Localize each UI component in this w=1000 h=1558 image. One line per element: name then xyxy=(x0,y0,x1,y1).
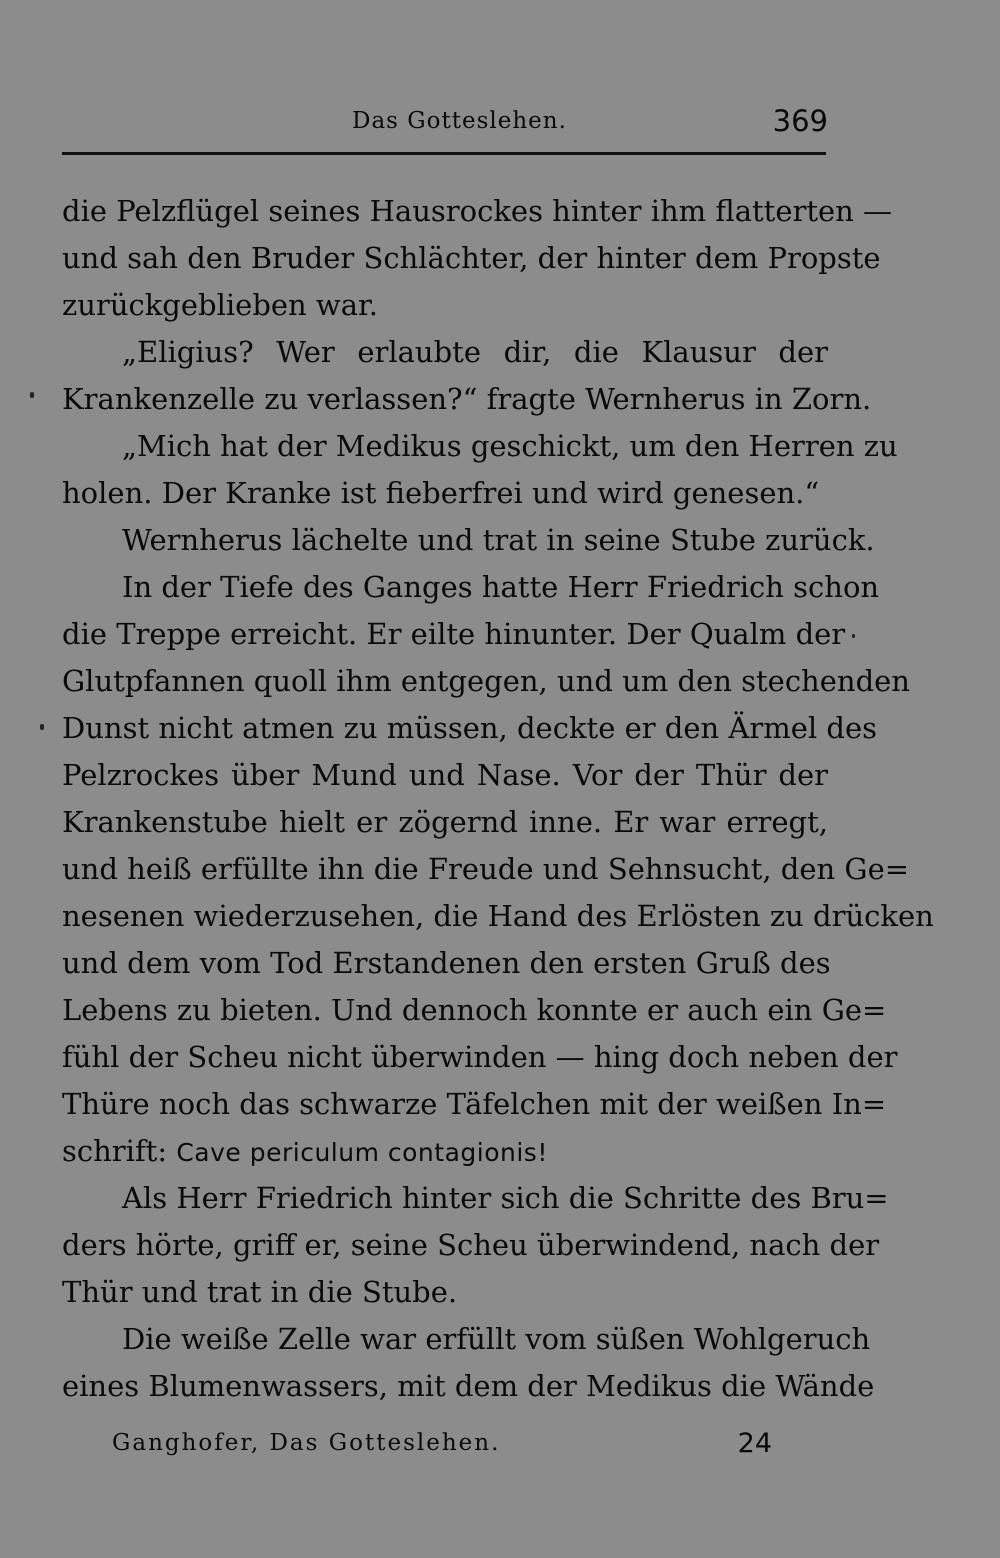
body-text xyxy=(62,188,934,1410)
text-line xyxy=(62,282,828,329)
margin-speck xyxy=(852,634,855,638)
text-line xyxy=(62,1269,828,1316)
text-line-content: Die weiße Zelle war erfüllt vom süßen Wohlgeruch xyxy=(122,1322,871,1356)
text-line-content: schrift: xyxy=(62,1134,177,1168)
text-line xyxy=(62,423,898,470)
text-line xyxy=(62,1316,871,1363)
text-line-content: und sah den Bruder Schlächter, der hinter dem Propste xyxy=(62,241,881,275)
text-line-content: „Mich hat der Medikus geschickt, um den Herren zu xyxy=(122,429,898,463)
text-line-content: Glutpfannen quoll ihm entgegen, und um den stechenden xyxy=(62,664,910,698)
margin-speck xyxy=(40,724,44,730)
text-line-content: die Treppe erreicht. Er eilte hinunter. Der Qualm der xyxy=(62,617,846,651)
signature-number: 24 xyxy=(737,1428,772,1459)
text-line xyxy=(62,658,910,705)
text-line xyxy=(62,987,887,1034)
text-line-content: Als Herr Friedrich hinter sich die Schritte des Bru= xyxy=(122,1181,889,1215)
text-line-content: die Pelzflügel seines Hausrockes hinter ihm flatterten — xyxy=(62,194,893,228)
text-line xyxy=(62,705,878,752)
text-line-content: holen. Der Kranke ist fieberfrei und wird genesen.“ xyxy=(62,476,820,510)
text-line-content: Lebens zu bieten. Und dennoch konnte er auch ein Ge= xyxy=(62,993,887,1027)
text-line xyxy=(62,1128,828,1175)
text-line xyxy=(62,517,875,564)
running-title: Das Gotteslehen. xyxy=(352,108,567,134)
printer-signature: Ganghofer, Das Gotteslehen. xyxy=(112,1430,501,1456)
text-line-content: Krankenzelle zu verlassen?“ fragte Wernherus in Zorn. xyxy=(62,382,872,416)
margin-speck xyxy=(30,392,34,398)
text-line xyxy=(62,1363,875,1410)
text-line-content: eines Blumenwassers, mit dem der Medikus die Wände xyxy=(62,1369,875,1403)
text-line xyxy=(62,752,828,799)
text-line-content: nesenen wiederzusehen, die Hand des Erlösten zu drücken xyxy=(62,899,934,933)
text-line-content: Pelzrockes über Mund und Nase. Vor der Thür der xyxy=(62,758,828,792)
text-line xyxy=(62,940,831,987)
text-line-content: Wernherus lächelte und trat in seine Stube zurück. xyxy=(122,523,875,557)
text-line xyxy=(62,188,893,235)
text-line xyxy=(62,893,934,940)
text-line-content: In der Tiefe des Ganges hatte Herr Friedrich schon xyxy=(122,570,880,604)
text-line-content: zurückgeblieben war. xyxy=(62,288,378,322)
text-line-content: Thür und trat in die Stube. xyxy=(62,1275,458,1309)
text-line-content: Thüre noch das schwarze Täfelchen mit der weißen In= xyxy=(62,1087,887,1121)
text-line xyxy=(62,1175,889,1222)
text-line xyxy=(62,1034,898,1081)
text-line xyxy=(62,564,880,611)
text-line xyxy=(62,799,828,846)
text-line-content: Krankenstube hielt er zögernd inne. Er war erregt, xyxy=(62,805,828,839)
text-line xyxy=(62,235,881,282)
header-rule xyxy=(62,152,826,155)
page-number: 369 xyxy=(772,104,828,138)
text-line-content: und heiß erfüllte ihn die Freude und Sehnsucht, den Ge= xyxy=(62,852,910,886)
text-line xyxy=(62,611,846,658)
text-line xyxy=(62,1081,887,1128)
text-line-content: „Eligius? Wer erlaubte dir, die Klausur der xyxy=(122,335,828,369)
text-line xyxy=(62,376,872,423)
text-line-content: und dem vom Tod Erstandenen den ersten Gruß des xyxy=(62,946,831,980)
page-footer xyxy=(112,1428,772,1468)
text-line-content: Dunst nicht atmen zu müssen, deckte er den Ärmel des xyxy=(62,711,878,745)
text-line xyxy=(62,846,910,893)
text-line-content: fühl der Scheu nicht überwinden — hing doch neben der xyxy=(62,1040,898,1074)
text-line-content: ders hörte, griff er, seine Scheu überwindend, nach der xyxy=(62,1228,880,1262)
running-head xyxy=(62,104,828,148)
text-line xyxy=(62,1222,880,1269)
text-line xyxy=(62,329,828,376)
text-line xyxy=(62,470,828,517)
latin-inscription: Cave periculum contagionis! xyxy=(176,1138,548,1167)
